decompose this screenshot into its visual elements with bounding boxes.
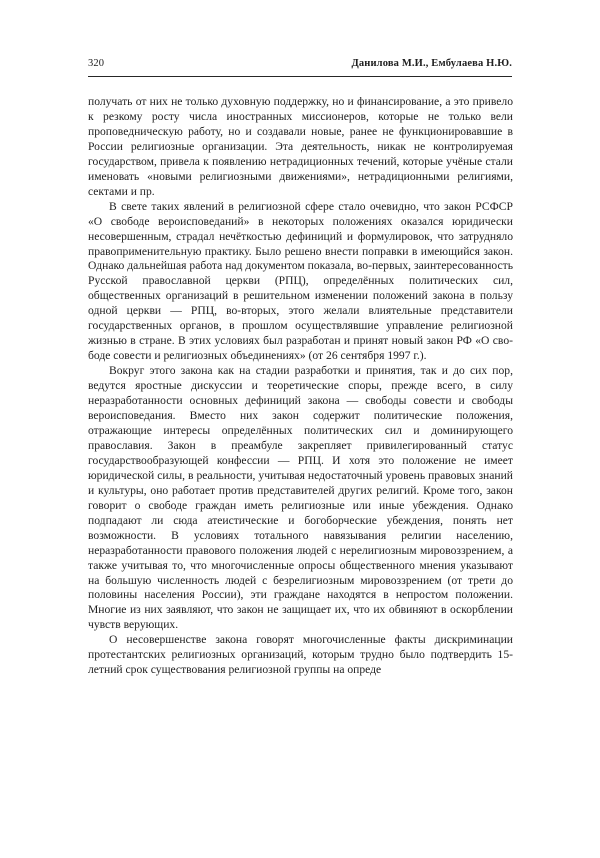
paragraph: О несовершенстве закона говорят многочисленные факты дискриминации протестантских религиозных организаций, которым трудно было подтвердить 15-летний срок существования религиозной группы на опреде	[88, 633, 513, 677]
page-number: 320	[88, 58, 105, 69]
running-head-authors: Данилова М.И., Ембулаева Н.Ю.	[351, 58, 512, 69]
body-text-block	[88, 95, 513, 678]
paragraph: В свете таких явлений в религиозной сфере стало очевидно, что закон РСФСР «О свободе вероисповеданий» в некоторых положениях оказался юридически несовершенным, страдал нечёткостью дефиниций и формулировок, что затрудняло правоприменительную практику. Было решено внести поправки в имеющийся закон. Однако дальнейшая работа над документом показала, во-первых, заинтересованность Русской православной церкви (РПЦ), определённых политических сил, общественных организаций в решительном изменении положений закона в пользу одной церкви — РПЦ, во-вторых, этого желали влиятельные представители государственных органов, в прошлом осуществлявшие управление религиозной жизнью в стране. В этих условиях был разработан и принят новый закон РФ «О свободе совести и религиозных объединениях» (от 26 сентября 1997 г.).	[88, 199, 513, 363]
page-header	[88, 58, 512, 69]
paragraph: Вокруг этого закона как на стадии разработки и принятия, так и до сих пор, ведутся яростные дискуссии и теоретические споры, прежде всего, в силу неразработанности основных дефиниций закона — свободы совести и свободы вероисповедания. Вместо них закон содержит политические положения, отражающие интересы определённых политических сил и доминирующего православия. Закон в преамбуле закрепляет привилегированный статус государствообразующей конфессии — РПЦ. И хотя это положение не имеет юридической силы, в реальности, учитывая недостаточный уровень правовых знаний и культуры, оно работает против представителей других религий. Кроме того, закон говорит о свободе граждан иметь религиозные или иные убеждения. Однако подпадают ли сюда атеистические и богоборческие убеждения, понять нет возможности. В условиях тотального навязывания религии населению, неразработанности правового положения людей с нерелигиозным мировоззрением, а также учитывая то, что многочисленные опросы общественного мнения указывают на большую численность людей с безрелигиозным мировоззрением (от трети до половины населения России), эти граждане находятся в непростом положении. Многие из них заявляют, что закон не защищает их, что их обвиняют в оскорблении чувств верующих.	[88, 364, 513, 632]
header-divider	[88, 76, 512, 77]
paragraph: получать от них не только духовную поддержку, но и финансирование, а это привело к резкому росту числа иностранных миссионеров, которые не только вели проповедническую работу, но и создавали новые, ранее не функционировавшие в России религиозные организации. Эта деятельность, никак не контролируемая государством, привела к появлению нетрадиционных течений, которые учёные стали именовать «новыми религиозными движениями», нетрадиционными религиями, сектами и пр.	[88, 95, 513, 198]
